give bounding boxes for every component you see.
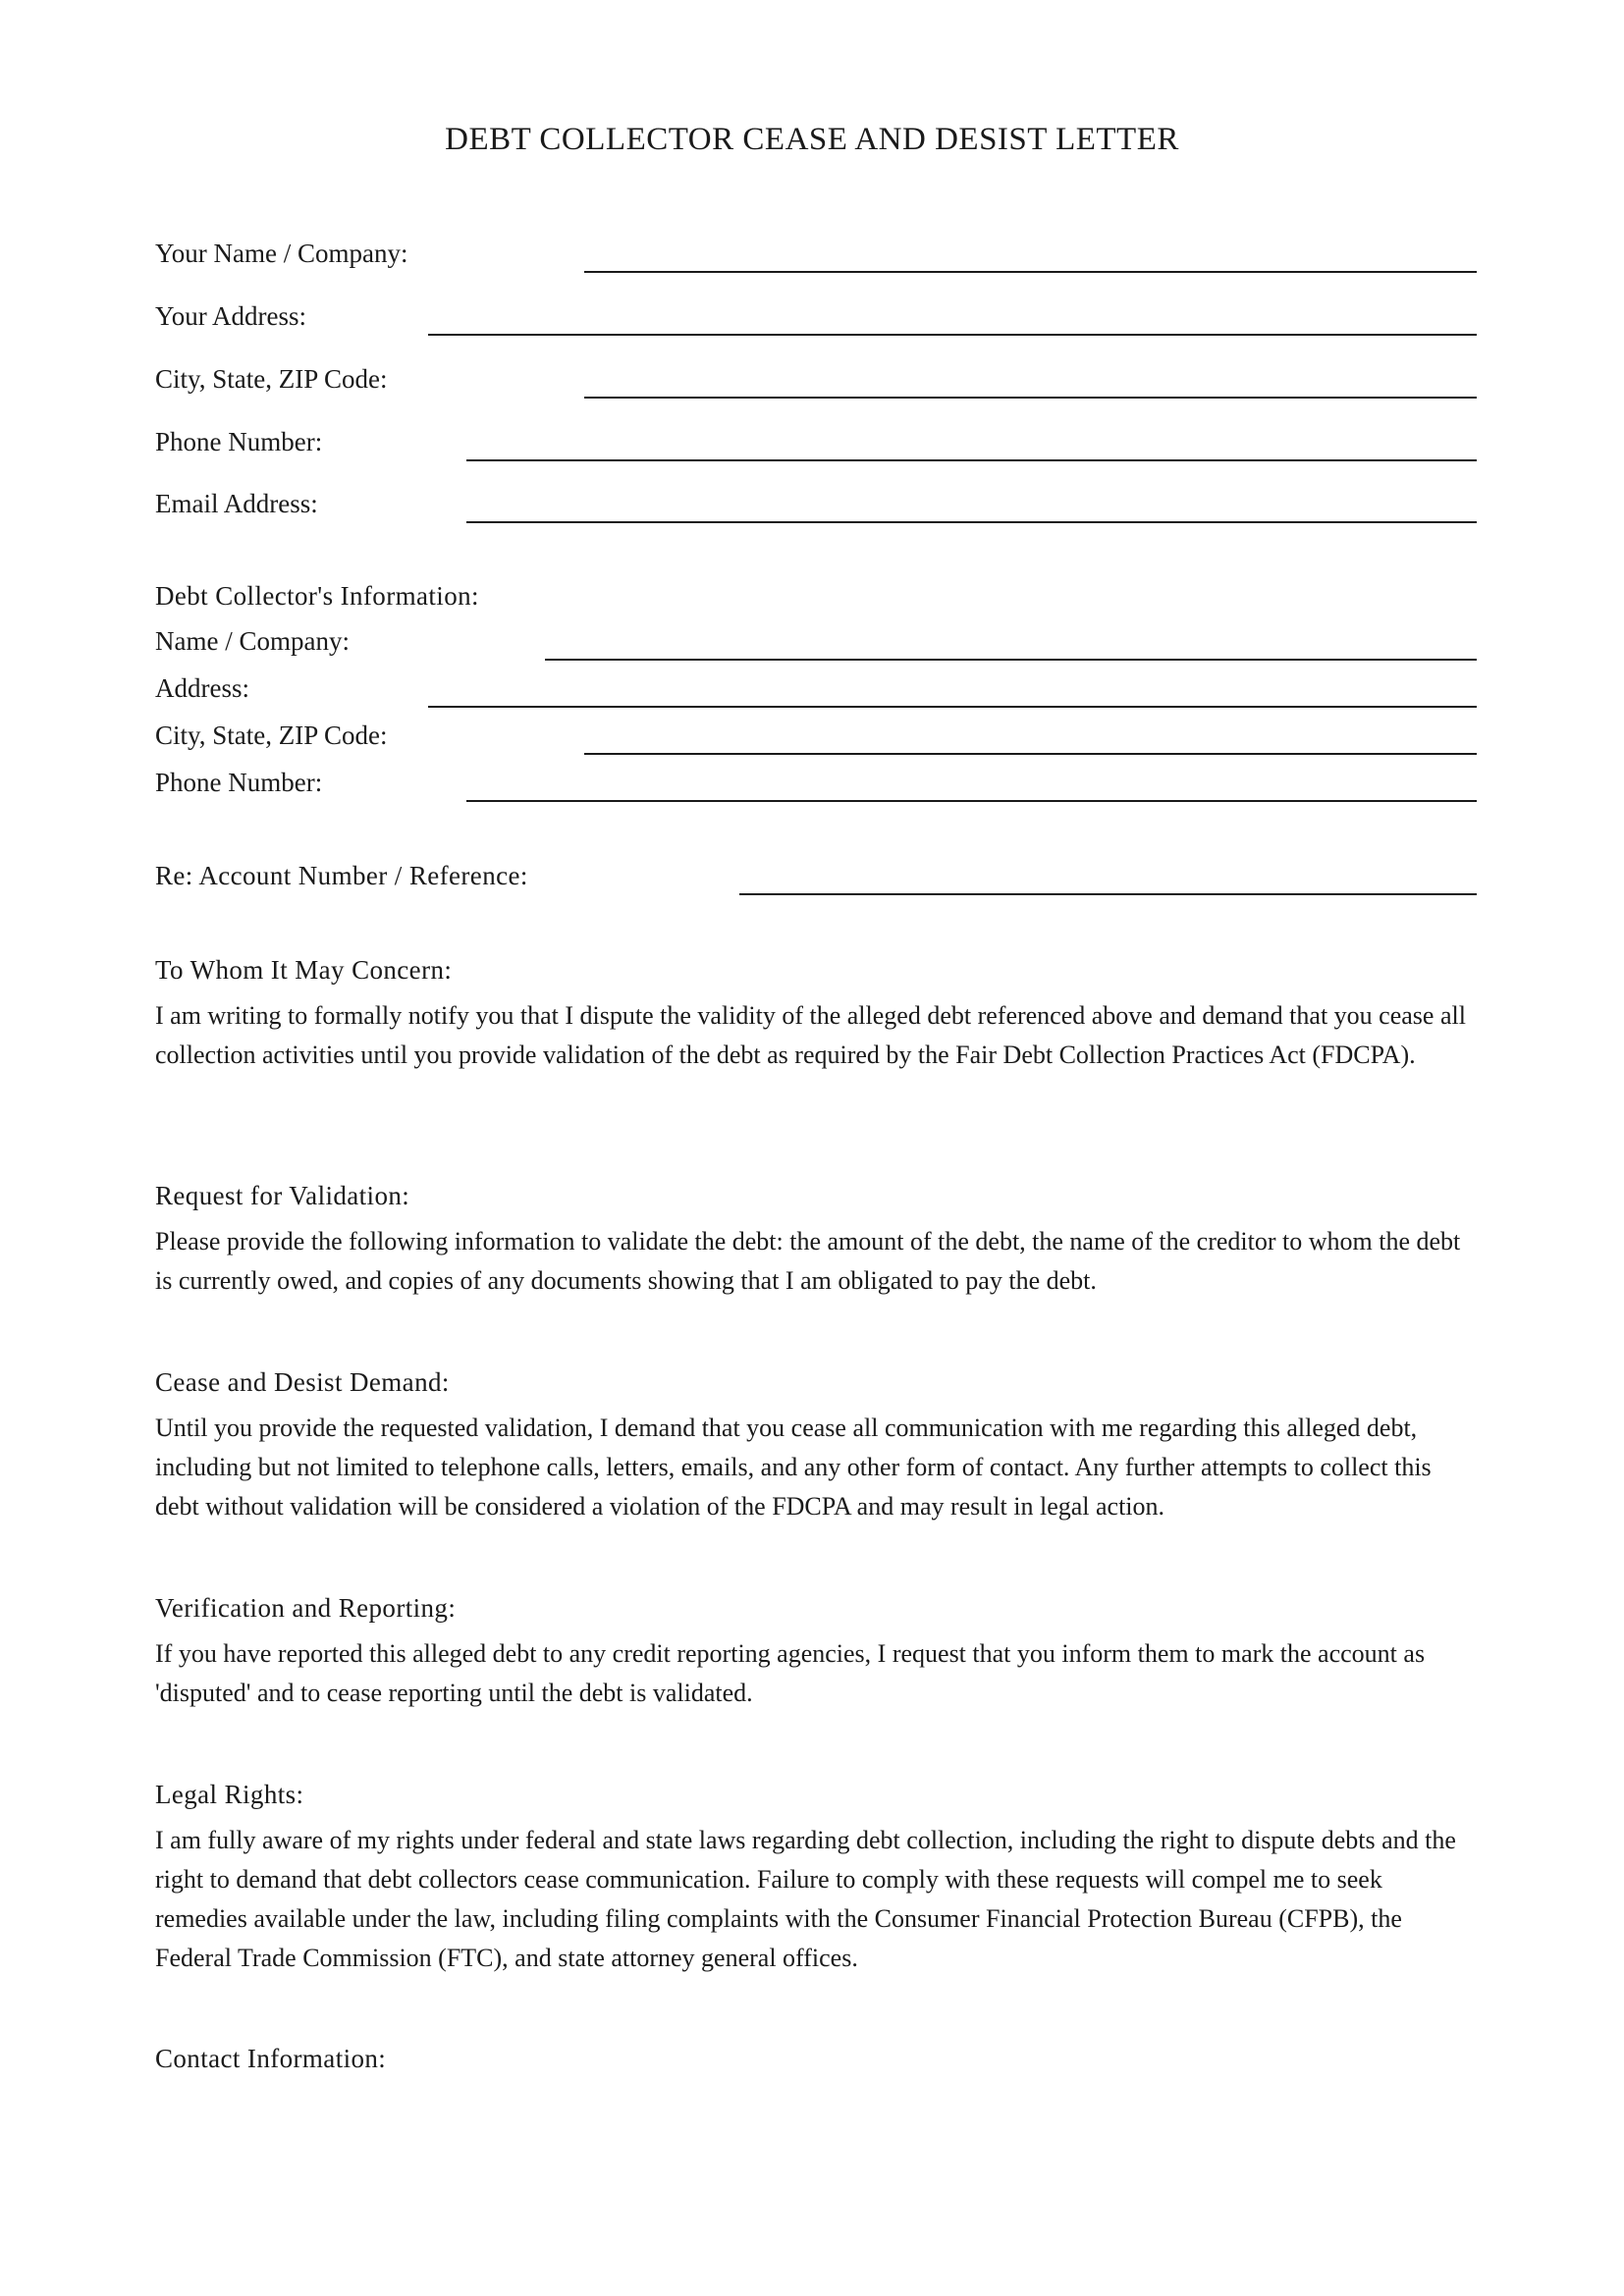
sender-phone-field (155, 422, 1477, 461)
salutation-heading: To Whom It May Concern: (155, 955, 453, 985)
collector-city-label: City, State, ZIP Code: (155, 721, 388, 750)
sender-phone-input-line[interactable] (466, 459, 1477, 461)
collector-city-field (155, 716, 1477, 755)
sender-city-field (155, 359, 1477, 399)
reference-field (155, 856, 1477, 895)
collector-name-input-line[interactable] (545, 659, 1477, 661)
collector-phone-input-line[interactable] (466, 800, 1477, 802)
sender-address-label: Your Address: (155, 301, 307, 331)
collector-address-input-line[interactable] (428, 706, 1477, 708)
salutation-paragraph: I am writing to formally notify you that I dispute the validity of the alleged debt referenced above and demand that you cease all collection activities until you provide validation of the debt as required by the Fair Debt Collection Practices Act (FDCPA). (155, 1001, 1466, 1069)
collector-name-field (155, 621, 1477, 661)
sender-name-input-line[interactable] (584, 271, 1477, 273)
cease-heading: Cease and Desist Demand: (155, 1367, 450, 1397)
collector-address-field (155, 668, 1477, 708)
document-title: DEBT COLLECTOR CEASE AND DESIST LETTER (445, 122, 1179, 157)
sender-address-input-line[interactable] (428, 334, 1477, 336)
collector-phone-label: Phone Number: (155, 768, 323, 797)
sender-phone-label: Phone Number: (155, 427, 323, 456)
reference-label: Re: Account Number / Reference: (155, 861, 528, 890)
reference-input-line[interactable] (739, 893, 1477, 895)
collector-phone-field (155, 763, 1477, 802)
legal-paragraph: I am fully aware of my rights under federal and state laws regarding debt collection, including the right to dispute debts and the right to demand that debt collectors cease communication. Failure to comply with these requests will compel me to seek remedies available under the law, including filing complaints with the Consumer Financial Protection Bureau (CFPB), the Federal Trade Commission (FTC), and state attorney general offices. (155, 1826, 1456, 1972)
validation-heading: Request for Validation: (155, 1181, 410, 1210)
verification-paragraph: If you have reported this alleged debt to any credit reporting agencies, I request that you inform them to mark the account as 'disputed' and to cease reporting until the debt is validated. (155, 1639, 1426, 1707)
validation-paragraph: Please provide the following information to validate the debt: the amount of the debt, the name of the creditor to whom the debt is currently owed, and copies of any documents showing that I am obligated to pay the debt. (155, 1227, 1461, 1295)
sender-city-label: City, State, ZIP Code: (155, 364, 388, 394)
sender-email-input-line[interactable] (466, 521, 1477, 523)
collector-address-label: Address: (155, 673, 249, 703)
sender-email-field (155, 484, 1477, 523)
sender-email-label: Email Address: (155, 489, 318, 518)
collector-city-input-line[interactable] (584, 753, 1477, 755)
sender-name-label: Your Name / Company: (155, 239, 408, 268)
sender-address-field (155, 296, 1477, 336)
collector-heading: Debt Collector's Information: (155, 581, 479, 611)
cease-paragraph: Until you provide the requested validation, I demand that you cease all communication with me regarding this alleged debt, including but not limited to telephone calls, letters, emails, and any other form of contact. Any further attempts to collect this debt without validation will be considered a violation of the FDCPA and may result in legal action. (155, 1414, 1432, 1521)
contact-heading: Contact Information: (155, 2044, 387, 2073)
sender-city-input-line[interactable] (584, 397, 1477, 399)
verification-heading: Verification and Reporting: (155, 1593, 457, 1623)
sender-name-field (155, 234, 1477, 273)
collector-name-label: Name / Company: (155, 626, 350, 656)
legal-heading: Legal Rights: (155, 1780, 304, 1809)
